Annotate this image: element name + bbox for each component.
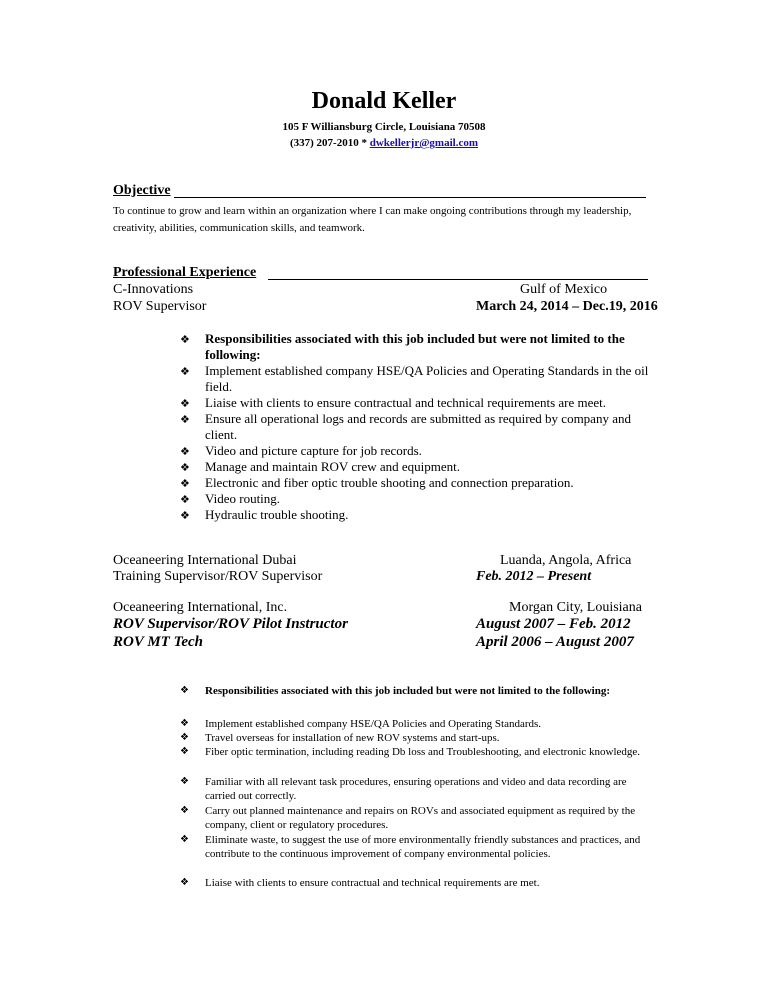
diamond-bullet-icon: ❖: [180, 445, 190, 458]
job1-company: C-Innovations: [113, 282, 194, 297]
diamond-bullet-icon: ❖: [180, 509, 190, 522]
experience-heading: Professional Experience: [113, 265, 257, 280]
diamond-bullet-icon: ❖: [180, 685, 189, 696]
diamond-bullet-icon: ❖: [180, 461, 190, 474]
job3-title2: ROV MT Tech: [113, 634, 204, 650]
diamond-bullet-icon: ❖: [180, 493, 190, 506]
diamond-bullet-icon: ❖: [180, 877, 189, 888]
job3-location: Morgan City, Louisiana: [509, 600, 642, 615]
job3-dates2: April 2006 – August 2007: [476, 634, 634, 650]
job1-title: ROV Supervisor: [113, 299, 207, 314]
diamond-bullet-icon: ❖: [180, 333, 190, 346]
experience-rule: [268, 279, 648, 280]
job2-dates: Feb. 2012 – Present: [476, 569, 592, 584]
diamond-bullet-icon: ❖: [180, 397, 190, 410]
job2-location: Luanda, Angola, Africa: [500, 553, 632, 568]
email-link[interactable]: dwkellerjr@gmail.com: [369, 137, 479, 149]
diamond-bullet-icon: ❖: [180, 834, 189, 845]
job1-dates: March 24, 2014 – Dec.19, 2016: [476, 299, 658, 314]
objective-text: To continue to grow and learn within an organization where I can make ongoing contributions through my leadership, creativity, abilities, communication skills, and teamwork.: [113, 205, 632, 234]
job2-title: Training Supervisor/ROV Supervisor: [113, 569, 323, 584]
diamond-bullet-icon: ❖: [180, 413, 190, 426]
diamond-bullet-icon: ❖: [180, 365, 190, 378]
address: 105 F Williansburg Circle, Louisiana 70508: [282, 121, 486, 133]
diamond-bullet-icon: ❖: [180, 776, 189, 787]
job2-company: Oceaneering International Dubai: [113, 553, 297, 568]
job3-title1: ROV Supervisor/ROV Pilot Instructor: [113, 616, 348, 632]
job3-dates1: August 2007 – Feb. 2012: [476, 616, 631, 632]
diamond-bullet-icon: ❖: [180, 718, 189, 729]
contact-line: [0, 137, 768, 149]
diamond-bullet-icon: ❖: [180, 732, 189, 743]
diamond-bullet-icon: ❖: [180, 746, 189, 757]
objective-rule: [174, 197, 646, 198]
job3-company: Oceaneering International, Inc.: [113, 600, 288, 615]
diamond-bullet-icon: ❖: [180, 477, 190, 490]
job1-location: Gulf of Mexico: [520, 282, 608, 297]
phone: (337) 207-2010 *: [289, 137, 370, 149]
candidate-name: Donald Keller: [311, 88, 457, 114]
objective-heading: Objective: [113, 183, 171, 198]
diamond-bullet-icon: ❖: [180, 805, 189, 816]
